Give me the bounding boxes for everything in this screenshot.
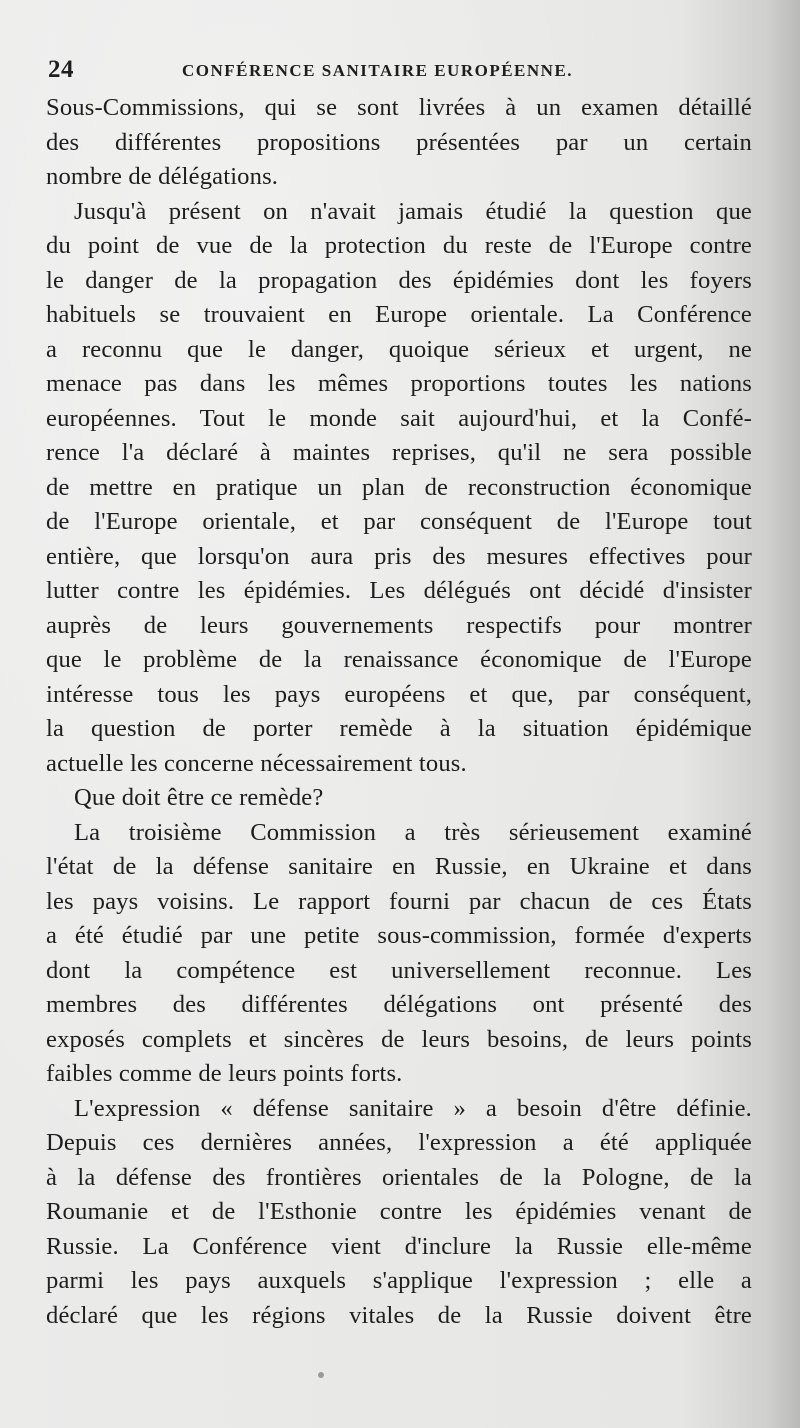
text-line: dont la compétence est universellement reconnue. Les [46,956,752,984]
text-line: actuelle les concerne nécessairement tous. [46,749,467,777]
text-line: La troisième Commission a très sérieusement examiné [74,818,752,846]
text-line: L'expression « défense sanitaire » a besoin d'être définie. [74,1094,752,1122]
text-line: à la défense des frontières orientales de la Pologne, de la [46,1163,752,1191]
text-line: européennes. Tout le monde sait aujourd'hui, et la Confé- [46,404,752,432]
text-line: les pays voisins. Le rapport fourni par chacun de ces États [46,887,752,915]
page-number: 24 [48,56,74,83]
text-line: Roumanie et de l'Esthonie contre les épidémies venant de [46,1198,752,1225]
body-text [46,91,752,1333]
running-title: CONFÉRENCE SANITAIRE EUROPÉENNE. [182,61,574,80]
text-line: parmi les pays auxquels s'applique l'expression ; elle a [46,1267,752,1294]
page-header [48,56,748,86]
text-line: a reconnu que le danger, quoique sérieux et urgent, ne [46,335,752,363]
text-line: auprès de leurs gouvernements respectifs pour montrer [46,611,752,639]
text-line: nombre de délégations. [46,163,279,190]
text-line: rence l'a déclaré à maintes reprises, qu'il ne sera possible [46,439,752,466]
text-line: intéresse tous les pays européens et que, par conséquent, [46,680,752,708]
text-line: de mettre en pratique un plan de reconstruction économique [46,473,752,501]
text-line: le danger de la propagation des épidémies dont les foyers [46,266,752,294]
text-line: entière, que lorsqu'on aura pris des mesures effectives pour [46,542,752,570]
text-line: menace pas dans les mêmes proportions toutes les nations [46,370,752,397]
text-line: des différentes propositions présentées par un certain [46,128,752,156]
text-line: déclaré que les régions vitales de la Russie doivent être [46,1301,752,1329]
print-speck [318,1372,324,1378]
text-line: Sous-Commissions, qui se sont livrées à un examen détaillé [46,94,752,121]
text-line: habituels se trouvaient en Europe orientale. La Conférence [46,301,752,328]
text-line: que le problème de la renaissance économique de l'Europe [46,646,752,673]
text-line: faibles comme de leurs points forts. [46,1060,403,1087]
text-line: Russie. La Conférence vient d'inclure la Russie elle-même [46,1232,752,1260]
text-line: Que doit être ce remède? [74,784,324,811]
text-line: Depuis ces dernières années, l'expression a été appliquée [46,1129,752,1156]
text-line: la question de porter remède à la situation épidémique [46,715,752,742]
text-line: de l'Europe orientale, et par conséquent de l'Europe tout [46,508,752,535]
text-line: du point de vue de la protection du reste de l'Europe contre [46,232,752,259]
text-line: lutter contre les épidémies. Les délégués ont décidé d'insister [46,577,752,604]
text-line: membres des différentes délégations ont présenté des [46,991,752,1018]
text-line: l'état de la défense sanitaire en Russie, en Ukraine et dans [46,853,752,880]
text-line: Jusqu'à présent on n'avait jamais étudié la question que [74,197,752,225]
text-line: a été étudié par une petite sous-commission, formée d'experts [46,922,752,949]
text-line: exposés complets et sincères de leurs besoins, de leurs points [46,1025,752,1053]
